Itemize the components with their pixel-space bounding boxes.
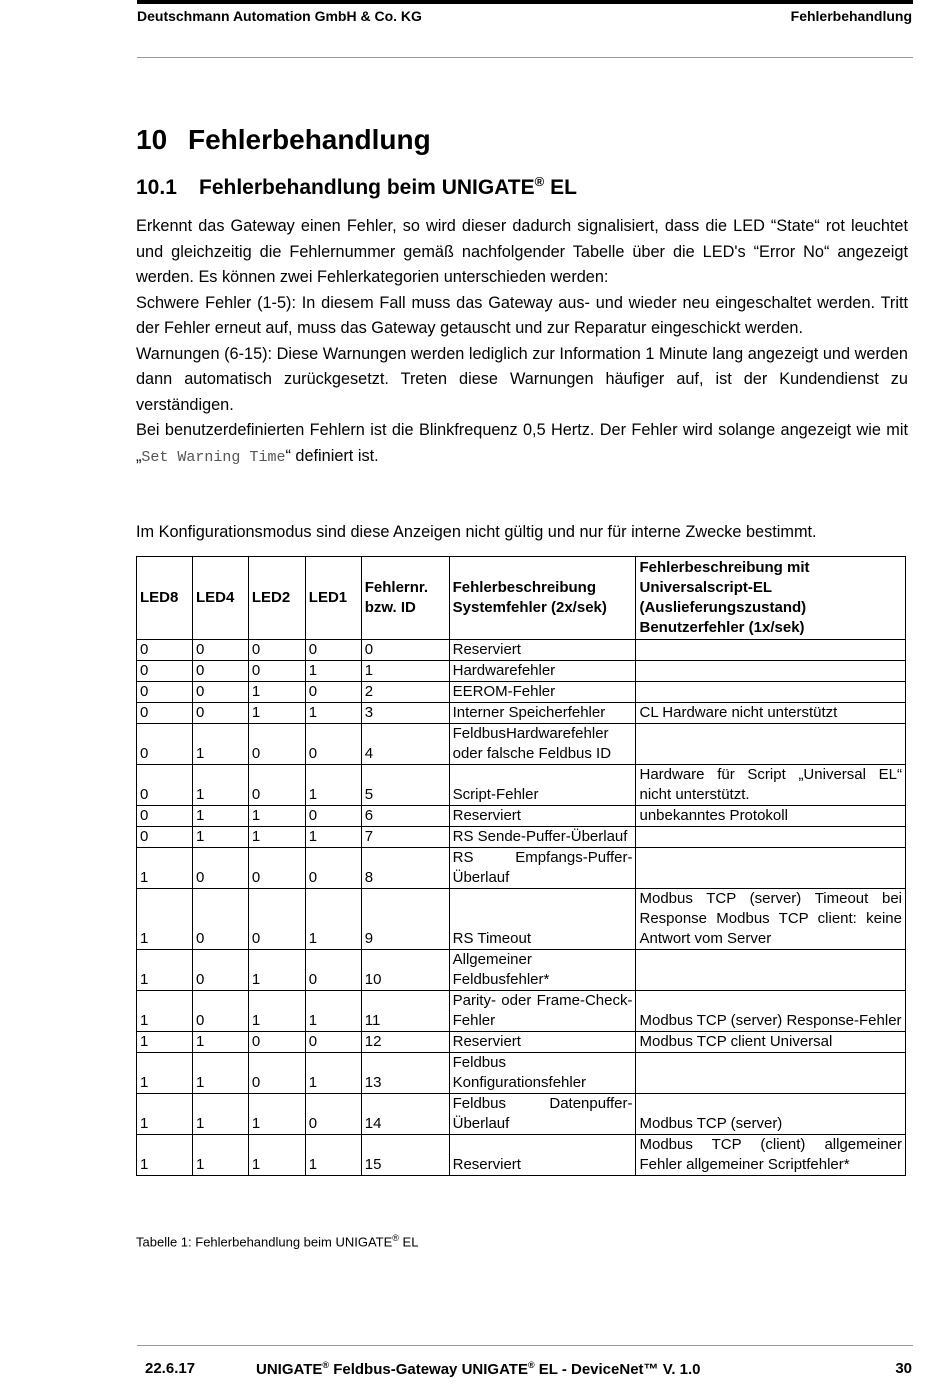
table-row — [137, 703, 906, 724]
table-cell: 0 — [137, 703, 193, 724]
table-cell: Reserviert — [449, 806, 636, 827]
table-cell: 0 — [192, 991, 248, 1032]
paragraph-user-errors-text: Bei benutzerdefinierten Fehlern ist die Blinkfrequenz 0,5 Hertz. Der Fehler wird solange angezeigt wie mit „ — [136, 421, 908, 465]
table-cell: 1 — [137, 1053, 193, 1094]
table-cell: 1 — [192, 1053, 248, 1094]
footer-date: 22.6.17 — [145, 1360, 196, 1377]
table-cell: EEROM-Fehler — [449, 682, 636, 703]
table-cell: 0 — [137, 661, 193, 682]
table-cell: 1 — [248, 1094, 305, 1135]
table-cell: 0 — [305, 682, 361, 703]
table-cell: 14 — [361, 1094, 449, 1135]
table-row — [137, 950, 906, 991]
table-cell: 1 — [305, 703, 361, 724]
table-cell: Reserviert — [449, 1032, 636, 1053]
table-cell: 0 — [248, 889, 305, 950]
table-cell: Modbus TCP (client) allgemeiner Fehler allgemeiner Scriptfehler* — [636, 1135, 906, 1176]
registered-mark: ® — [392, 1233, 399, 1243]
table-cell: 1 — [361, 661, 449, 682]
table-cell: RS Empfangs-Puffer-Überlauf — [449, 848, 636, 889]
header-top-rule — [137, 0, 913, 4]
table-cell: 10 — [361, 950, 449, 991]
table-cell: 0 — [305, 848, 361, 889]
registered-mark: ® — [322, 1360, 330, 1370]
table-cell — [636, 682, 906, 703]
paragraph-warnings: Warnungen (6-15): Diese Warnungen werden lediglich zur Information 1 Minute lang angezeigt und werden dann automatisch zurückgesetzt. Treten diese Warnungen häufiger auf, ist der Kundendienst zu verständigen. — [136, 344, 908, 414]
table-cell — [636, 848, 906, 889]
table-cell: Reserviert — [449, 1135, 636, 1176]
error-table-body — [137, 640, 906, 1176]
table-cell: 1 — [192, 806, 248, 827]
table-cell: Feldbus Konfigurationsfehler — [449, 1053, 636, 1094]
paragraph-intro: Erkennt das Gateway einen Fehler, so wird dieser dadurch signalisiert, dass die LED “State“ rot leuchtet und gleichzeitig die Fehlernummer gemäß nachfolgender Tabelle über die LED's “Error No“ angezeigt werden. Es können zwei Fehlerkategorien unterschieden werden: — [136, 217, 908, 286]
table-cell: Hardware für Script „Universal EL“ nicht unterstützt. — [636, 765, 906, 806]
header-company: Deutschmann Automation GmbH & Co. KG — [137, 8, 422, 24]
table-cell: 0 — [192, 682, 248, 703]
table-row — [137, 1053, 906, 1094]
table-cell: 1 — [305, 1053, 361, 1094]
table-cell: 0 — [305, 724, 361, 765]
table-cell: 0 — [305, 950, 361, 991]
header-cell: Fehlerbeschreibung mit Universalscript-EL (Auslieferungszustand) Benutzerfehler (1x/sek) — [636, 557, 906, 640]
table-cell — [636, 640, 906, 661]
table-row — [137, 640, 906, 661]
table-cell: 1 — [192, 827, 248, 848]
table-cell: 0 — [248, 724, 305, 765]
table-cell: 0 — [248, 1053, 305, 1094]
table-cell: 0 — [248, 848, 305, 889]
table-cell: 0 — [248, 640, 305, 661]
header-section: Fehlerbehandlung — [790, 8, 912, 24]
paragraph-user-errors — [136, 418, 908, 470]
table-cell: 1 — [305, 765, 361, 806]
table-cell — [636, 950, 906, 991]
table-cell — [636, 827, 906, 848]
chapter-heading — [136, 124, 431, 156]
table-cell: 5 — [361, 765, 449, 806]
table-cell: CL Hardware nicht unterstützt — [636, 703, 906, 724]
table-cell: 1 — [137, 1032, 193, 1053]
caption-text: Tabelle 1: Fehlerbehandlung beim UNIGATE — [136, 1234, 393, 1250]
table-row — [137, 889, 906, 950]
table-cell: 13 — [361, 1053, 449, 1094]
table-cell — [636, 661, 906, 682]
table-cell: Modbus TCP (server) Response-Fehler — [636, 991, 906, 1032]
table-cell: unbekanntes Protokoll — [636, 806, 906, 827]
error-table — [136, 556, 906, 1176]
table-cell: 1 — [305, 827, 361, 848]
table-cell: 0 — [361, 640, 449, 661]
chapter-number: 10 — [136, 124, 168, 155]
table-cell: 1 — [137, 950, 193, 991]
table-cell: 0 — [248, 1032, 305, 1053]
section-heading — [136, 174, 577, 200]
table-cell: Reserviert — [449, 640, 636, 661]
table-cell: 0 — [192, 640, 248, 661]
table-cell: RS Timeout — [449, 889, 636, 950]
header-cell: LED2 — [248, 557, 305, 640]
table-row — [137, 682, 906, 703]
table-cell: RS Sende-Puffer-Überlauf — [449, 827, 636, 848]
table-cell — [636, 1053, 906, 1094]
table-cell: 3 — [361, 703, 449, 724]
table-row — [137, 765, 906, 806]
table-cell: 1 — [248, 703, 305, 724]
table-cell: Feldbus Datenpuffer-Überlauf — [449, 1094, 636, 1135]
table-cell: 15 — [361, 1135, 449, 1176]
table-row — [137, 661, 906, 682]
table-cell: 1 — [137, 991, 193, 1032]
table-cell: 6 — [361, 806, 449, 827]
table-cell: 11 — [361, 991, 449, 1032]
header-cell: LED8 — [137, 557, 193, 640]
table-cell: 8 — [361, 848, 449, 889]
header-divider — [137, 57, 913, 58]
footer-title-a: UNIGATE — [256, 1361, 323, 1378]
chapter-title: Fehlerbehandlung — [188, 124, 431, 155]
table-row — [137, 724, 906, 765]
table-cell: 1 — [305, 889, 361, 950]
table-cell: FeldbusHardwarefehler oder falsche Feldbus ID — [449, 724, 636, 765]
table-cell: Hardwarefehler — [449, 661, 636, 682]
body-text — [136, 214, 908, 470]
table-cell: 1 — [137, 889, 193, 950]
table-cell: 0 — [305, 1032, 361, 1053]
table-cell: 1 — [248, 806, 305, 827]
header-cell: Fehlerbeschreibung Systemfehler (2x/sek) — [449, 557, 636, 640]
table-cell: Modbus TCP client Universal — [636, 1032, 906, 1053]
code-set-warning-time: Set Warning Time — [141, 448, 286, 466]
table-cell: 0 — [137, 765, 193, 806]
table-cell: 0 — [137, 827, 193, 848]
section-title-suffix: EL — [544, 176, 577, 199]
table-cell: 1 — [248, 1135, 305, 1176]
table-cell: 1 — [305, 661, 361, 682]
table-header-row — [137, 557, 906, 640]
table-cell: 1 — [192, 1032, 248, 1053]
registered-mark: ® — [534, 174, 545, 189]
table-row — [137, 1032, 906, 1053]
table-cell: 0 — [305, 640, 361, 661]
table-cell: 1 — [248, 827, 305, 848]
section-title: Fehlerbehandlung beim UNIGATE — [199, 176, 535, 199]
table-cell: 0 — [137, 640, 193, 661]
table-cell: Modbus TCP (server) — [636, 1094, 906, 1135]
table-cell: 1 — [192, 724, 248, 765]
table-cell: 9 — [361, 889, 449, 950]
header-cell: Fehlernr. bzw. ID — [361, 557, 449, 640]
table-cell: 0 — [305, 806, 361, 827]
table-cell: Modbus TCP (server) Timeout bei Response Modbus TCP client: keine Antwort vom Server — [636, 889, 906, 950]
table-cell: 0 — [192, 703, 248, 724]
table-cell: 0 — [192, 661, 248, 682]
table-cell: 1 — [248, 682, 305, 703]
table-row — [137, 827, 906, 848]
paragraph-config-mode: Im Konfigurationsmodus sind diese Anzeigen nicht gültig und nur für interne Zwecke bestimmt. — [136, 523, 817, 541]
paragraph-user-errors-end: “ definiert ist. — [285, 446, 379, 465]
table-cell: 1 — [192, 1094, 248, 1135]
table-cell: 1 — [137, 1094, 193, 1135]
section-number: 10.1 — [136, 176, 177, 199]
footer-page-number: 30 — [895, 1360, 912, 1377]
table-cell: 7 — [361, 827, 449, 848]
table-cell: 0 — [137, 682, 193, 703]
table-cell: 1 — [248, 991, 305, 1032]
table-row — [137, 991, 906, 1032]
table-cell: 1 — [192, 765, 248, 806]
table-cell: 1 — [305, 991, 361, 1032]
table-cell: Interner Speicherfehler — [449, 703, 636, 724]
table-cell: 0 — [192, 848, 248, 889]
paragraph-severe-errors: Schwere Fehler (1-5): In diesem Fall muss das Gateway aus- und wieder neu eingeschaltet werden. Tritt der Fehler erneut auf, muss das Gateway getauscht und zur Reparatur eingeschickt werden. — [136, 293, 908, 337]
header-cell: LED1 — [305, 557, 361, 640]
table-cell: Script-Fehler — [449, 765, 636, 806]
table-cell: 0 — [248, 661, 305, 682]
table-row — [137, 1135, 906, 1176]
table-cell — [636, 724, 906, 765]
table-cell: 0 — [137, 806, 193, 827]
table-cell: 2 — [361, 682, 449, 703]
table-cell: Parity- oder Frame-Check-Fehler — [449, 991, 636, 1032]
footer-title-b: Feldbus-Gateway UNIGATE — [329, 1361, 528, 1378]
table-cell: 0 — [248, 765, 305, 806]
table-cell: 0 — [192, 950, 248, 991]
table-cell: 1 — [305, 1135, 361, 1176]
table-cell: 1 — [248, 950, 305, 991]
header-cell: LED4 — [192, 557, 248, 640]
registered-mark: ® — [527, 1360, 535, 1370]
footer-title-c: EL - DeviceNet™ V. 1.0 — [534, 1361, 701, 1378]
table-row — [137, 806, 906, 827]
table-cell: 0 — [305, 1094, 361, 1135]
table-cell: 4 — [361, 724, 449, 765]
table-cell: 0 — [137, 724, 193, 765]
footer-title — [256, 1360, 701, 1378]
table-row — [137, 1094, 906, 1135]
table-row — [137, 848, 906, 889]
caption-suffix: EL — [398, 1234, 419, 1250]
table-cell: 1 — [137, 1135, 193, 1176]
table-cell: 12 — [361, 1032, 449, 1053]
table-cell: 0 — [192, 889, 248, 950]
table-caption — [136, 1233, 418, 1249]
table-cell: 1 — [192, 1135, 248, 1176]
table-cell: Allgemeiner Feldbusfehler* — [449, 950, 636, 991]
table-cell: 1 — [137, 848, 193, 889]
footer-divider — [137, 1345, 913, 1346]
